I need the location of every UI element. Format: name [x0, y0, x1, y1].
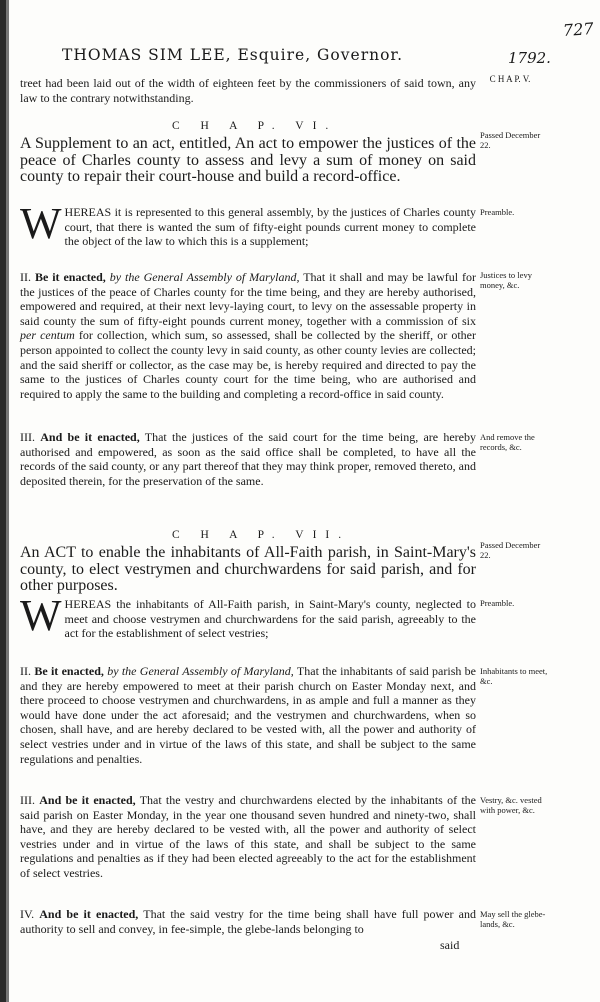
page-binding-shadow — [6, 0, 9, 1002]
chap7-preamble-note: Preamble. — [480, 598, 515, 608]
chap7-preamble-text: HEREAS the inhabitants of All-Faith parish, in Saint-Mary's county, neglected to meet and choose vestrymen and churchwardens for the said parish, agreeably to the act for the establishment of select vestries; — [64, 597, 476, 641]
chap6-s3-number: III. — [20, 430, 35, 444]
chap6-s2-text-b: for collection, which sum, so assessed, shall be collected by the sheriff, or other person appointed to collect the county levy in said county, as other county levies are collected; and the said sheriff or collector, as the case may be, is hereby required and directed to pay the same to the justices of Charles county court for the time being, who are authorised and required to apply the same to the building and completing a record-office in said county. — [20, 328, 477, 401]
chap6-preamble — [20, 199, 476, 249]
chap6-s2-enact: Be it enacted, — [34, 270, 106, 284]
chap7-section-2 — [20, 664, 476, 766]
chap6-drop-initial: W — [20, 199, 62, 248]
chap6-s3-text: That the justices of the said court for the time being, are hereby authorised and empowered, as soon as the said office shall be completed, to have all the records of the said county, or any part thereof that they may think proper, removed thereto, and deposited therein, for the preservation of the same. — [20, 430, 477, 488]
chap7-s4-number: IV. — [20, 907, 35, 921]
chap7-s3-text: That the vestry and churchwardens elected by the inhabitants of the said parish on Easter Monday, in the year one thousand seven hundred and ninety-two, shall have, and they are hereby declared to be vested with, all the power and authority of select vestries under and in virtue of the laws of this state, and shall be subject to the same regulations and penalties as if they had been elected agreeably to the act for the establishment of select vestries. — [20, 793, 476, 880]
running-year: 1792. — [508, 49, 551, 67]
chap6-passed-note: Passed December 22. — [480, 130, 541, 150]
chap5-margin-note: C H A P. V. — [489, 74, 531, 84]
chap7-s2-number: II. — [20, 664, 31, 678]
chap7-title: An ACT to enable the inhabitants of All-Faith parish, in Saint-Mary's county, to elect vestrymen and churchwardens for said parish, and for other purposes. — [20, 544, 476, 594]
chap7-passed-note: Passed December 22. — [480, 540, 541, 560]
chap7-s2-by: by the General Assembly of Maryland, — [107, 664, 294, 678]
chap6-s3-note: And remove the records, &c. — [480, 432, 535, 452]
chap6-preamble-text: HEREAS it is represented to this general assembly, by the justices of Charles county court, that there is wanted the sum of fifty-eight pounds current money to complete the object of the law to which this is a supplement; — [64, 205, 476, 249]
chap7-drop-initial: W — [20, 591, 62, 640]
chap6-section-3 — [20, 430, 476, 488]
chap6-preamble-note: Preamble. — [480, 207, 515, 217]
chap6-s2-per-centum: per centum — [20, 328, 75, 343]
chap6-section-2 — [20, 270, 476, 401]
chap7-s4-text: That the said vestry for the time being shall have full power and authority to sell and convey, in fee-simple, the glebe-lands belonging to — [20, 907, 476, 936]
chap6-s3-enact: And be it enacted, — [40, 430, 140, 444]
chap7-s4-enact: And be it enacted, — [39, 907, 139, 921]
chap7-s2-enact: Be it enacted, — [34, 664, 104, 678]
chap7-s2-text: That the inhabitants of said parish be and they are hereby empowered to meet at their parish church on Easter Monday next, and there proceed to choose vestrymen and churchwardens, in as ample and full a manner as they would have done under the act aforesaid; and the vestrymen and churchwardens, when so chosen, shall have, and are hereby declared to be vested with, all the power and authority of select vestries under and in virtue of the laws of this state, and shall be subject to the same regulations and penalties. — [20, 664, 477, 766]
chap7-heading: C H A P. VII. — [172, 529, 351, 541]
folio-number: 727 — [562, 18, 595, 41]
chap7-preamble — [20, 591, 476, 641]
chap6-s2-note: Justices to levy money, &c. — [480, 270, 532, 290]
chap7-s3-note: Vestry, &c. vested with power, &c. — [480, 795, 542, 815]
chap6-s2-by: by the General Assembly of Maryland, — [109, 270, 300, 284]
chap6-title: A Supplement to an act, entitled, An act to empower the justices of the peace of Charles county to assess and levy a sum of money on said county to repair their court-house and build a record-office. — [20, 135, 476, 185]
chap7-s3-enact: And be it enacted, — [39, 793, 136, 807]
catchword: said — [440, 938, 460, 952]
chap6-heading: C H A P. VI. — [172, 120, 338, 132]
chap7-s2-note: Inhabitants to meet, &c. — [480, 666, 548, 686]
chap7-section-4 — [20, 907, 476, 936]
chap5-closing-text: treet had been laid out of the width of eighteen feet by the commissioners of said town, any law to the contrary notwithstanding. — [20, 76, 476, 105]
running-header: THOMAS SIM LEE, Esquire, Governor. — [62, 46, 404, 64]
chap6-s2-text-a: That it shall and may be lawful for the justices of the peace of Charles county for the time being, and they are hereby authorised, empowered and required, at their next levy-laying court, to levy on the assessable property in said county the sum of fifty-eight pounds current money, together with a commission of six — [20, 270, 476, 328]
chap6-s2-number: II. — [20, 270, 31, 284]
chap7-s4-note: May sell the glebe-lands, &c. — [480, 909, 546, 929]
chap7-s3-number: III. — [20, 793, 35, 807]
chap7-section-3 — [20, 793, 476, 881]
